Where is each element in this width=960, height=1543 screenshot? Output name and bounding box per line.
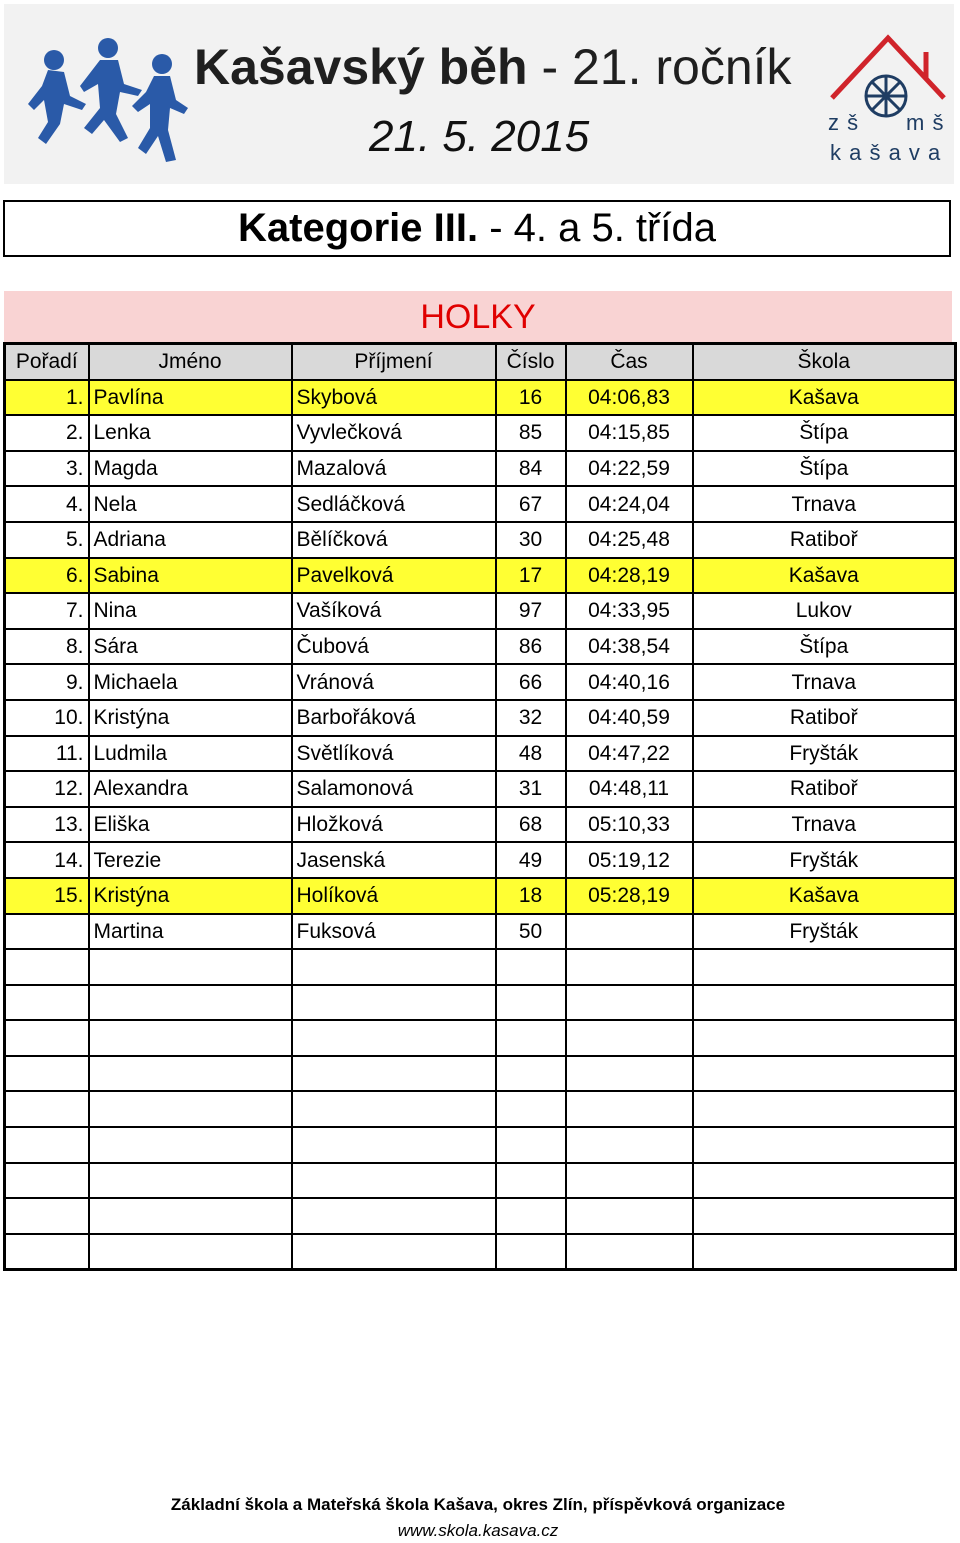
cell-num: 50 [496,914,566,950]
empty-cell [89,985,292,1021]
table-row [5,807,956,843]
results-table [3,342,957,1271]
empty-cell [693,985,956,1021]
category-grades: - 4. a 5. třída [478,206,716,250]
cell-rank: 3. [5,451,89,487]
empty-cell [5,985,89,1021]
cell-first: Michaela [89,664,292,700]
cell-last: Pavelková [292,558,496,594]
cell-school: Kašava [693,558,956,594]
cell-time: 05:19,12 [566,842,693,878]
cell-rank: 6. [5,558,89,594]
cell-school: Štípa [693,629,956,665]
cell-first: Terezie [89,842,292,878]
empty-cell [89,1056,292,1092]
cell-school: Trnava [693,807,956,843]
cell-school: Ratiboř [693,700,956,736]
empty-cell [5,949,89,985]
empty-cell [292,1020,496,1056]
cell-last: Vyvlečková [292,415,496,451]
empty-cell [5,1056,89,1092]
cell-time: 04:22,59 [566,451,693,487]
empty-cell [693,1234,956,1270]
empty-cell [693,1163,956,1199]
empty-table-row [5,985,956,1021]
empty-cell [292,985,496,1021]
cell-school: Trnava [693,486,956,522]
empty-cell [5,1198,89,1234]
empty-cell [5,1020,89,1056]
cell-first: Nela [89,486,292,522]
empty-table-row [5,1056,956,1092]
cell-last: Vránová [292,664,496,700]
empty-cell [89,949,292,985]
cell-school: Štípa [693,415,956,451]
empty-cell [566,1020,693,1056]
cell-time: 04:15,85 [566,415,693,451]
cell-num: 66 [496,664,566,700]
empty-cell [5,1091,89,1127]
table-row [5,629,956,665]
empty-cell [89,1091,292,1127]
empty-cell [89,1163,292,1199]
cell-time: 04:33,95 [566,593,693,629]
cell-rank: 10. [5,700,89,736]
table-row [5,771,956,807]
empty-cell [566,949,693,985]
empty-cell [496,949,566,985]
empty-cell [89,1020,292,1056]
empty-cell [496,1163,566,1199]
empty-cell [496,985,566,1021]
empty-cell [292,1198,496,1234]
table-header-row [5,344,956,380]
cell-num: 86 [496,629,566,665]
empty-cell [693,1127,956,1163]
table-row [5,380,956,416]
table-row [5,664,956,700]
cell-num: 68 [496,807,566,843]
cell-first: Sára [89,629,292,665]
cell-school: Fryšták [693,842,956,878]
table-row [5,700,956,736]
empty-table-row [5,949,956,985]
empty-cell [566,1198,693,1234]
cell-num: 67 [496,486,566,522]
empty-cell [292,1234,496,1270]
cell-first: Lenka [89,415,292,451]
cell-first: Adriana [89,522,292,558]
cell-num: 18 [496,878,566,914]
cell-time: 04:24,04 [566,486,693,522]
title-name: Kašavský běh [194,39,528,95]
cell-school: Trnava [693,664,956,700]
cell-last: Salamonová [292,771,496,807]
empty-table-row [5,1020,956,1056]
empty-cell [496,1198,566,1234]
cell-rank: 5. [5,522,89,558]
empty-cell [496,1020,566,1056]
cell-rank: 11. [5,736,89,772]
cell-school: Štípa [693,451,956,487]
empty-cell [566,985,693,1021]
table-row [5,914,956,950]
empty-cell [693,949,956,985]
cell-time: 05:28,19 [566,878,693,914]
empty-cell [292,1091,496,1127]
cell-num: 31 [496,771,566,807]
empty-cell [496,1127,566,1163]
cell-last: Holíková [292,878,496,914]
empty-cell [693,1198,956,1234]
category-name: Kategorie III. [238,206,479,250]
empty-table-row [5,1163,956,1199]
empty-table-row [5,1198,956,1234]
logo-text-kasava: k a š a v a [830,140,942,165]
cell-school: Lukov [693,593,956,629]
cell-school: Fryšták [693,736,956,772]
header [4,4,954,184]
school-logo [826,34,950,170]
cell-rank: 12. [5,771,89,807]
empty-cell [693,1020,956,1056]
empty-cell [292,1163,496,1199]
category-title [3,200,951,257]
cell-last: Jasenská [292,842,496,878]
empty-cell [693,1091,956,1127]
cell-rank: 14. [5,842,89,878]
column-header-number: Číslo [496,344,566,380]
empty-cell [496,1234,566,1270]
table-row [5,486,956,522]
cell-num: 32 [496,700,566,736]
cell-rank [5,914,89,950]
cell-school: Ratiboř [693,771,956,807]
empty-cell [292,1056,496,1092]
cell-last: Barbořáková [292,700,496,736]
cell-time: 04:48,11 [566,771,693,807]
empty-cell [566,1091,693,1127]
table-row [5,451,956,487]
empty-table-row [5,1127,956,1163]
empty-cell [89,1127,292,1163]
cell-num: 16 [496,380,566,416]
logo-text-zs: z š [828,110,860,135]
cell-rank: 8. [5,629,89,665]
cell-rank: 13. [5,807,89,843]
empty-cell [566,1163,693,1199]
cell-first: Magda [89,451,292,487]
section-title: HOLKY [4,291,952,342]
cell-time: 04:38,54 [566,629,693,665]
column-header-last-name: Příjmení [292,344,496,380]
cell-first: Alexandra [89,771,292,807]
table-row [5,522,956,558]
cell-first: Eliška [89,807,292,843]
cell-num: 48 [496,736,566,772]
cell-rank: 9. [5,664,89,700]
running-children-icon [20,34,190,166]
logo-text-ms: m š [906,110,945,135]
cell-last: Světlíková [292,736,496,772]
cell-school: Kašava [693,878,956,914]
cell-time: 04:25,48 [566,522,693,558]
cell-first: Martina [89,914,292,950]
cell-last: Čubová [292,629,496,665]
cell-time: 04:40,16 [566,664,693,700]
event-date: 21. 5. 2015 [369,112,590,161]
empty-cell [292,1127,496,1163]
cell-time: 04:28,19 [566,558,693,594]
cell-last: Bělíčková [292,522,496,558]
cell-time: 04:40,59 [566,700,693,736]
empty-table-row [5,1091,956,1127]
table-row [5,736,956,772]
cell-school: Fryšták [693,914,956,950]
cell-num: 97 [496,593,566,629]
cell-rank: 4. [5,486,89,522]
cell-rank: 15. [5,878,89,914]
cell-last: Hložková [292,807,496,843]
cell-last: Sedláčková [292,486,496,522]
table-row [5,878,956,914]
cell-first: Kristýna [89,700,292,736]
empty-cell [496,1091,566,1127]
cell-time: 04:06,83 [566,380,693,416]
empty-cell [566,1056,693,1092]
table-row [5,593,956,629]
empty-cell [5,1163,89,1199]
empty-cell [5,1127,89,1163]
cell-first: Kristýna [89,878,292,914]
column-header-school: Škola [693,344,956,380]
cell-num: 85 [496,415,566,451]
results-body [5,380,956,1270]
cell-first: Pavlína [89,380,292,416]
empty-cell [5,1234,89,1270]
column-header-first-name: Jméno [89,344,292,380]
cell-first: Sabina [89,558,292,594]
cell-school: Kašava [693,380,956,416]
table-row [5,558,956,594]
empty-table-row [5,1234,956,1270]
cell-first: Ludmila [89,736,292,772]
table-row [5,842,956,878]
cell-num: 30 [496,522,566,558]
cell-last: Fuksová [292,914,496,950]
cell-school: Ratiboř [693,522,956,558]
cell-first: Nina [89,593,292,629]
cell-num: 17 [496,558,566,594]
empty-cell [292,949,496,985]
table-row [5,415,956,451]
cell-num: 49 [496,842,566,878]
footer-website: www.skola.kasava.cz [397,1521,559,1540]
column-header-rank: Pořadí [5,344,89,380]
empty-cell [566,1127,693,1163]
cell-last: Mazalová [292,451,496,487]
empty-cell [89,1234,292,1270]
cell-time: 04:47,22 [566,736,693,772]
cell-rank: 1. [5,380,89,416]
cell-time [566,914,693,950]
empty-cell [566,1234,693,1270]
cell-rank: 2. [5,415,89,451]
empty-cell [496,1056,566,1092]
empty-cell [89,1198,292,1234]
cell-rank: 7. [5,593,89,629]
footer-organization: Základní škola a Mateřská škola Kašava, okres Zlín, příspěvková organizace [170,1495,786,1514]
title-edition: - 21. ročník [527,39,792,95]
cell-time: 05:10,33 [566,807,693,843]
page-title [194,38,814,96]
cell-last: Vašíková [292,593,496,629]
cell-last: Skybová [292,380,496,416]
column-header-time: Čas [566,344,693,380]
cell-num: 84 [496,451,566,487]
empty-cell [693,1056,956,1092]
